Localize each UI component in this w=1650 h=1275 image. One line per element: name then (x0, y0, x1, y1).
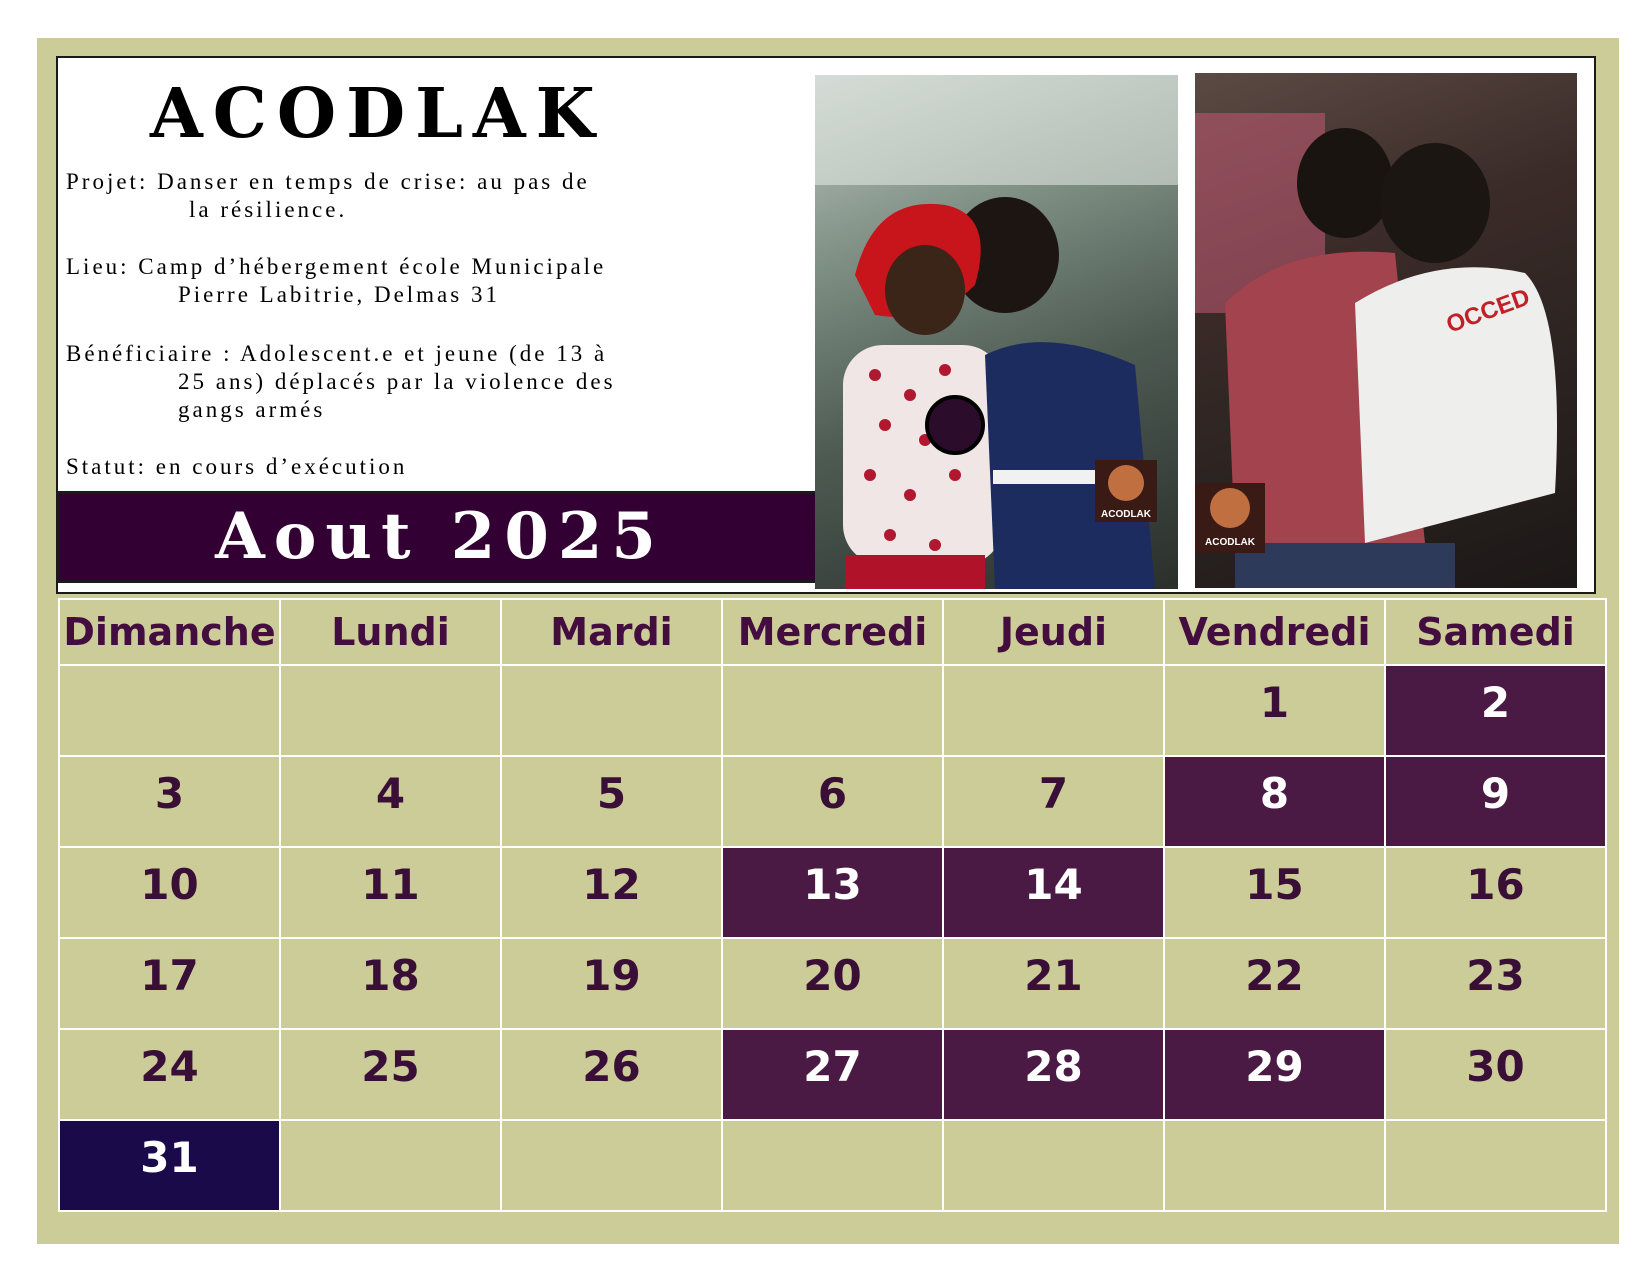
calendar-week-row (59, 1120, 1606, 1211)
weekday-saturday: Samedi (1385, 599, 1606, 665)
beneficiary-line-1: Bénéficiaire : Adolescent.e et jeune (de 13 à (66, 341, 608, 366)
empty-day-cell (1385, 1120, 1606, 1211)
location-line-2: Pierre Labitrie, Delmas 31 (178, 282, 500, 307)
photo-2-illustration (1195, 73, 1577, 588)
weekday-sunday: Dimanche (59, 599, 280, 665)
empty-day-cell (280, 665, 501, 756)
day-cell-4: 4 (280, 756, 501, 847)
day-cell-27: 27 (722, 1029, 943, 1120)
weekday-monday: Lundi (280, 599, 501, 665)
day-cell-25: 25 (280, 1029, 501, 1120)
weekday-tuesday: Mardi (501, 599, 722, 665)
project-info (66, 168, 590, 224)
day-cell-22: 22 (1164, 938, 1385, 1029)
weekday-wednesday: Mercredi (722, 599, 943, 665)
day-cell-21: 21 (943, 938, 1164, 1029)
day-cell-26: 26 (501, 1029, 722, 1120)
dance-photo-2 (1195, 73, 1577, 588)
day-cell-30: 30 (1385, 1029, 1606, 1120)
day-cell-18: 18 (280, 938, 501, 1029)
location-info (66, 253, 606, 309)
calendar-week-row (59, 1029, 1606, 1120)
svg-text:OCCED: OCCED (1442, 283, 1534, 339)
beneficiary-info (66, 340, 616, 424)
day-cell-3: 3 (59, 756, 280, 847)
beneficiary-line-2: 25 ans) déplacés par la violence des (178, 369, 616, 394)
calendar-week-row (59, 938, 1606, 1029)
day-cell-5: 5 (501, 756, 722, 847)
day-cell-14: 14 (943, 847, 1164, 938)
month-title: Aout 2025 (56, 491, 824, 583)
empty-day-cell (1164, 1120, 1385, 1211)
day-cell-13: 13 (722, 847, 943, 938)
status-info: Statut: en cours d’exécution (66, 454, 408, 479)
calendar-week-row (59, 756, 1606, 847)
dance-photo-1 (815, 75, 1178, 589)
beneficiary-line-3: gangs armés (178, 397, 326, 422)
empty-day-cell (59, 665, 280, 756)
calendar-week-row (59, 847, 1606, 938)
location-line-1: Lieu: Camp d’hébergement école Municipale (66, 254, 607, 279)
org-title: ACODLAK (150, 74, 605, 154)
day-cell-9: 9 (1385, 756, 1606, 847)
day-cell-10: 10 (59, 847, 280, 938)
empty-day-cell (501, 665, 722, 756)
photo-2-logo-text: ACODLAK (1205, 537, 1255, 548)
day-cell-31: 31 (59, 1120, 280, 1211)
empty-day-cell (722, 665, 943, 756)
day-cell-16: 16 (1385, 847, 1606, 938)
day-cell-7: 7 (943, 756, 1164, 847)
day-cell-24: 24 (59, 1029, 280, 1120)
day-cell-1: 1 (1164, 665, 1385, 756)
weekday-thursday: Jeudi (943, 599, 1164, 665)
day-cell-17: 17 (59, 938, 280, 1029)
day-cell-15: 15 (1164, 847, 1385, 938)
day-cell-23: 23 (1385, 938, 1606, 1029)
photo-1-logo-text: ACODLAK (1101, 509, 1151, 520)
day-cell-2: 2 (1385, 665, 1606, 756)
weekday-friday: Vendredi (1164, 599, 1385, 665)
day-cell-6: 6 (722, 756, 943, 847)
day-cell-11: 11 (280, 847, 501, 938)
project-line-1: Projet: Danser en temps de crise: au pas de (66, 169, 590, 194)
day-cell-29: 29 (1164, 1029, 1385, 1120)
calendar-grid (58, 598, 1607, 1212)
empty-day-cell (722, 1120, 943, 1211)
empty-day-cell (280, 1120, 501, 1211)
weekday-header-row (59, 599, 1606, 665)
empty-day-cell (943, 1120, 1164, 1211)
day-cell-8: 8 (1164, 756, 1385, 847)
day-cell-28: 28 (943, 1029, 1164, 1120)
project-line-2: la résilience. (189, 197, 348, 222)
calendar-week-row (59, 665, 1606, 756)
day-cell-12: 12 (501, 847, 722, 938)
photo-1-illustration (815, 75, 1178, 589)
empty-day-cell (501, 1120, 722, 1211)
empty-day-cell (943, 665, 1164, 756)
day-cell-20: 20 (722, 938, 943, 1029)
day-cell-19: 19 (501, 938, 722, 1029)
